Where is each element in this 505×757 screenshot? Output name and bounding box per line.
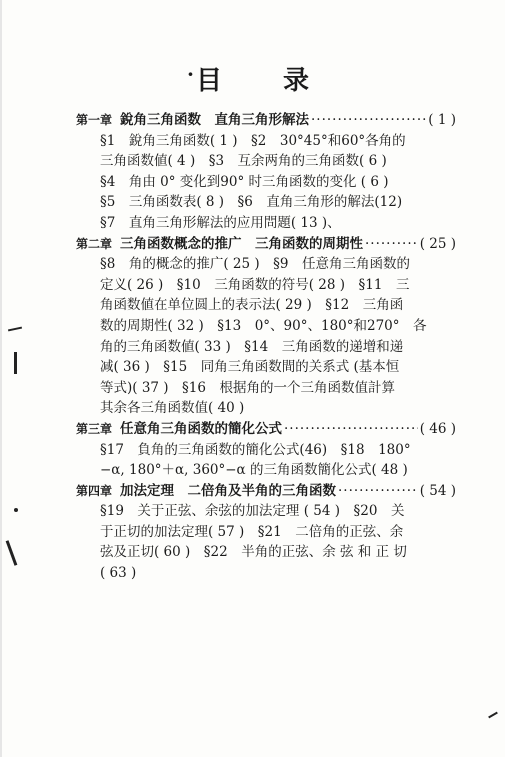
- section-line: §8 角的概念的推广( 25 ) §9 任意角三角函数的: [100, 256, 410, 273]
- scan-speck: [8, 327, 22, 332]
- chapter-title: 三角函数概念的推广 三角函数的周期性: [120, 235, 364, 252]
- chapter-number: 第二章: [76, 236, 113, 251]
- chapter-page-number: ( 54 ): [419, 482, 456, 499]
- chapter-heading[interactable]: [76, 419, 456, 440]
- section-line: 角的三角函数値( 33 ) §14 三角函数的递增和递: [100, 338, 404, 355]
- section-line: −α, 180°＋α, 360°−α 的三角函数簡化公式( 48 ): [100, 462, 408, 479]
- scan-speck: [14, 508, 18, 512]
- chapter-2: [76, 234, 456, 419]
- chapter-number: 第四章: [76, 483, 113, 498]
- chapter-title: 加法定理 二倍角及半角的三角函数: [120, 482, 337, 499]
- dot-leader: [338, 481, 418, 502]
- scan-speck: [0, 0, 2, 757]
- chapter-page-number: ( 46 ): [419, 420, 456, 437]
- section-line: 数的周期性( 32 ) §13 0°、90°、180°和270° 各: [100, 317, 427, 334]
- section-line: 其余各三角函数值( 40 ): [100, 400, 245, 417]
- section-line: 弦及正切( 60 ) §22 半角的正弦、余 弦 和 正 切: [100, 544, 407, 561]
- section-line: ( 63 ): [100, 565, 137, 582]
- page-title: 目 录: [195, 66, 336, 96]
- dot-leader: [311, 110, 426, 131]
- chapter-heading[interactable]: [76, 234, 456, 255]
- section-line: 等式)( 37 ) §16 根据角的一个三角函数值計算: [100, 379, 395, 396]
- dot-leader: [284, 419, 418, 440]
- scan-speck: [488, 712, 498, 719]
- section-line: §19 关于正弦、余弦的加法定理 ( 54 ) §20 关: [100, 503, 405, 520]
- section-list: [76, 440, 456, 481]
- chapter-page-number: ( 25 ): [419, 235, 456, 252]
- chapter-title: 任意角三角函数的簡化公式: [120, 420, 283, 437]
- section-line: 三角函数値( 4 ) §3 互余两角的三角函数( 6 ): [100, 153, 387, 170]
- chapter-number: 第一章: [76, 113, 113, 127]
- section-line: §4 角由 0° 变化到90° 时三角函数的变化 ( 6 ): [100, 173, 389, 190]
- section-line: §1 銳角三角函数( 1 ) §2 30°45°和60°各角的: [100, 132, 406, 149]
- chapter-4: [76, 481, 456, 584]
- scan-speck: [14, 352, 17, 374]
- section-line: 定义( 26 ) §10 三角函数的符号( 28 ) §11 三: [100, 276, 410, 293]
- chapter-number: 第三章: [76, 421, 113, 436]
- chapter-title: 銳角三角函数 直角三角形解法: [120, 112, 310, 128]
- section-line: 角函数値在单位圆上的表示法( 29 ) §12 三角函: [100, 297, 404, 314]
- dot-leader: [365, 234, 418, 255]
- chapter-heading[interactable]: [76, 110, 456, 131]
- chapter-3: [76, 419, 456, 481]
- section-list: [76, 501, 456, 583]
- chapter-1: [76, 110, 456, 234]
- section-line: 于正切的加法定理( 57 ) §21 二倍角的正弦、余: [100, 523, 404, 540]
- chapter-heading[interactable]: [76, 481, 456, 502]
- section-line: §5 三角函数表( 8 ) §6 直角三角形的解法(12): [100, 194, 403, 211]
- scan-speck: [6, 540, 18, 565]
- section-list: [76, 254, 456, 419]
- title-dot-mark: ·: [187, 62, 194, 86]
- section-line: §7 直角三角形解法的应用問題( 13 )、: [100, 214, 341, 231]
- table-of-contents: [76, 110, 456, 584]
- section-line: §17 負角的三角函数的簡化公式(46) §18 180°: [100, 441, 411, 458]
- chapter-page-number: ( 1 ): [428, 112, 456, 128]
- section-line: 减( 36 ) §15 同角三角函数間的关系式 (基本恒: [100, 359, 400, 376]
- section-list: [76, 131, 456, 234]
